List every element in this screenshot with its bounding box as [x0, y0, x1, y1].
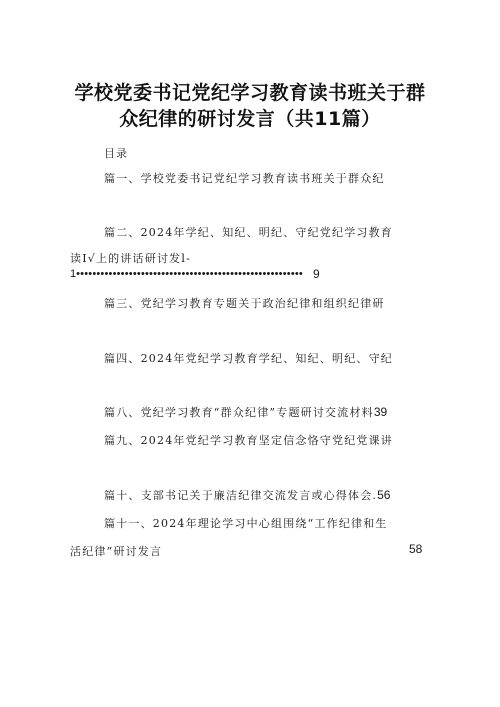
toc-entry-1 — [104, 170, 385, 186]
toc-entry-2-page: 9 — [313, 267, 320, 281]
toc-entry-2-continuation-text: 读Ⅰ√上的讲话研讨发l- — [70, 252, 191, 265]
toc-entry-11-page: 58 — [409, 542, 423, 556]
toc-entry-8-text: 篇八、党纪学习教育“群众纪律”专题研讨交流材料 — [104, 406, 374, 419]
toc-entry-3 — [104, 295, 385, 311]
toc-entry-2-text: 篇二、2024年学纪、知纪、明纪、守纪党纪学习教育 — [104, 226, 393, 239]
toc-entry-11 — [104, 515, 388, 531]
toc-entry-11-continuation — [70, 543, 162, 559]
toc-entry-2-leader-lead: 1 — [70, 268, 77, 280]
toc-entry-11-text: 篇十一、2024年理论学习中心组围绕“工作纪律和生 — [104, 517, 388, 530]
toc-entry-10-page: 56 — [377, 488, 391, 502]
toc-entry-9-text: 篇九、2024年党纪学习教育坚定信念恪守党纪党课讲 — [104, 434, 393, 447]
toc-entry-11-continuation-text: 活纪律”研讨发言 — [70, 545, 163, 558]
toc-entry-2 — [104, 224, 393, 240]
toc-entry-10 — [104, 487, 390, 503]
toc-heading: 目录 — [104, 147, 128, 160]
document-title-line-1: 学校党委书记党纪学习教育读书班关于群 — [74, 82, 426, 104]
document-title-line-2: 众纪律的研讨发言（共11篇） — [119, 108, 381, 130]
toc-entry-2-continuation — [70, 250, 191, 266]
toc-entry-8 — [104, 404, 387, 420]
toc-entry-4 — [104, 350, 393, 366]
toc-entry-3-text: 篇三、党纪学习教育专题关于政治纪律和组织纪律研 — [104, 297, 385, 310]
toc-entry-2-dot-leader: •••••••••••••••••••••••••••••••••••••••••••••••••••••••• — [76, 268, 303, 280]
toc-entry-4-text: 篇四、2024年党纪学习教育学纪、知纪、明纪、守纪 — [104, 352, 393, 365]
toc-entry-9 — [104, 432, 393, 448]
toc-entry-1-text: 篇一、学校党委书记党纪学习教育读书班关于群众纪 — [104, 172, 385, 185]
toc-entry-8-page: 39 — [373, 405, 388, 419]
toc-entry-2-leader — [70, 268, 320, 280]
toc-entry-10-text: 篇十、支部书记关于廉洁纪律交流发言或心得体会. — [104, 489, 378, 502]
